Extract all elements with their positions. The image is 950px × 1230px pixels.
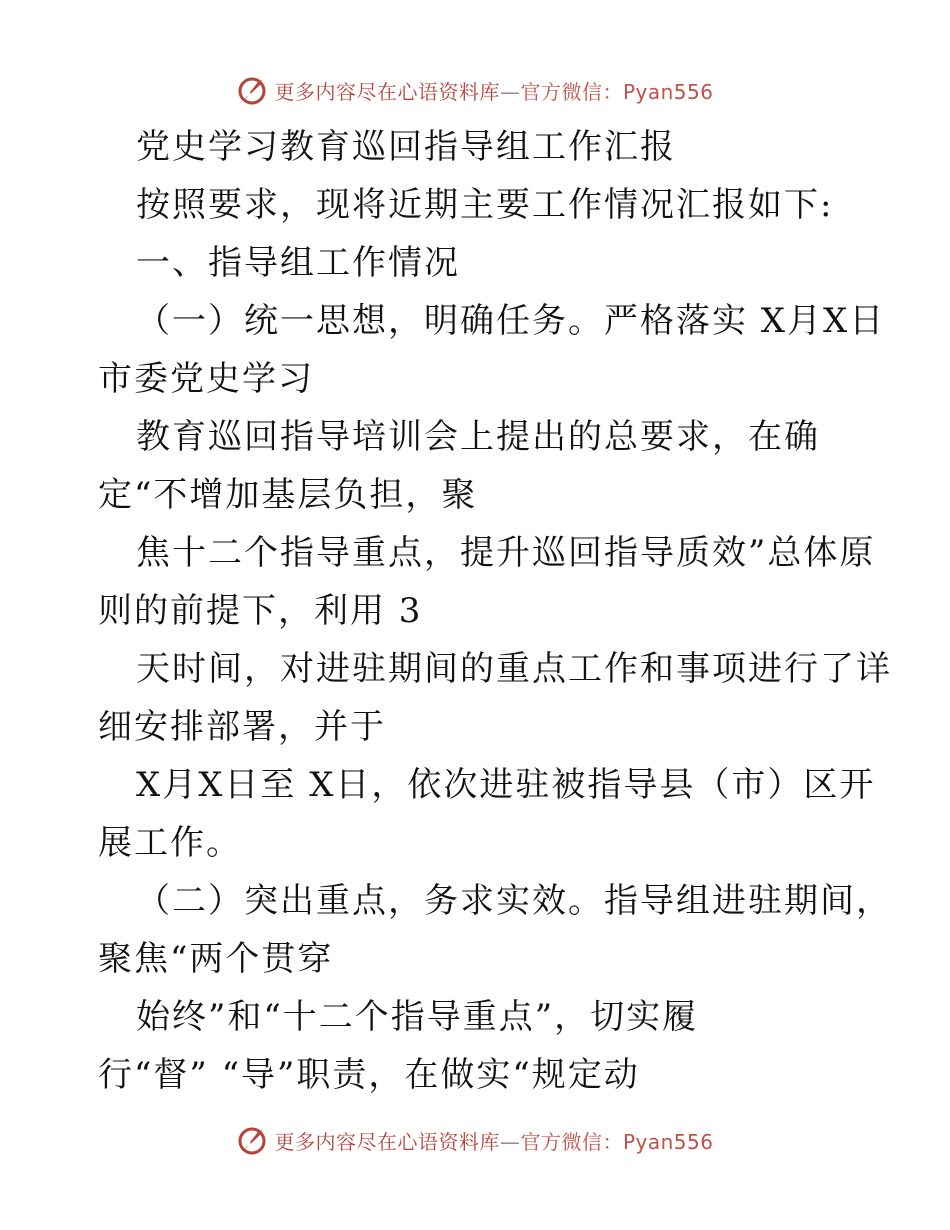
paragraph-line: （一）统一思想，明确任务。严格落实 X月X日 — [136, 301, 886, 341]
paragraph-line: 细安排部署，并于 — [98, 707, 386, 747]
section-heading: 一、指导组工作情况 — [136, 243, 460, 283]
paragraph-line: 天时间，对进驻期间的重点工作和事项进行了详 — [136, 649, 892, 689]
paragraph-line: 行“督” “导”职责，在做实“规定动 — [98, 1055, 640, 1095]
watermark-separator: — — [499, 79, 521, 104]
paragraph-line: 定“不增加基层负担，聚 — [98, 475, 478, 515]
paragraph-line: （二）突出重点，务求实效。指导组进驻期间， — [136, 881, 892, 921]
watermark-brand: 更多内容尽在心语资料库 — [274, 1129, 500, 1154]
watermark-text — [274, 1126, 713, 1155]
watermark-wechat: 官方微信：Pyan556 — [520, 1129, 714, 1154]
quill-pen-logo-icon — [236, 1124, 268, 1156]
watermark-banner-top — [0, 70, 950, 110]
document-title: 党史学习教育巡回指导组工作汇报 — [136, 127, 676, 167]
paragraph-line: 展工作。 — [98, 823, 242, 863]
paragraph-line: 则的前提下，利用 3 — [98, 591, 423, 631]
watermark-text — [274, 76, 713, 105]
watermark-separator: — — [499, 1129, 521, 1154]
paragraph-line: 教育巡回指导培训会上提出的总要求，在确 — [136, 417, 820, 457]
watermark-brand: 更多内容尽在心语资料库 — [274, 79, 500, 104]
paragraph-line: 聚焦“两个贯穿 — [98, 939, 334, 979]
paragraph-line: 按照要求，现将近期主要工作情况汇报如下: — [136, 185, 834, 225]
paragraph-line: X月X日至 X日，依次进驻被指导县（市）区开 — [136, 765, 876, 805]
paragraph-line: 始终”和“十二个指导重点”，切实履 — [136, 997, 699, 1037]
watermark-wechat: 官方微信：Pyan556 — [520, 79, 714, 104]
quill-pen-logo-icon — [236, 74, 268, 106]
paragraph-line: 市委党史学习 — [98, 359, 314, 399]
paragraph-line: 焦十二个指导重点，提升巡回指导质效”总体原 — [136, 533, 876, 573]
watermark-banner-bottom — [0, 1120, 950, 1160]
